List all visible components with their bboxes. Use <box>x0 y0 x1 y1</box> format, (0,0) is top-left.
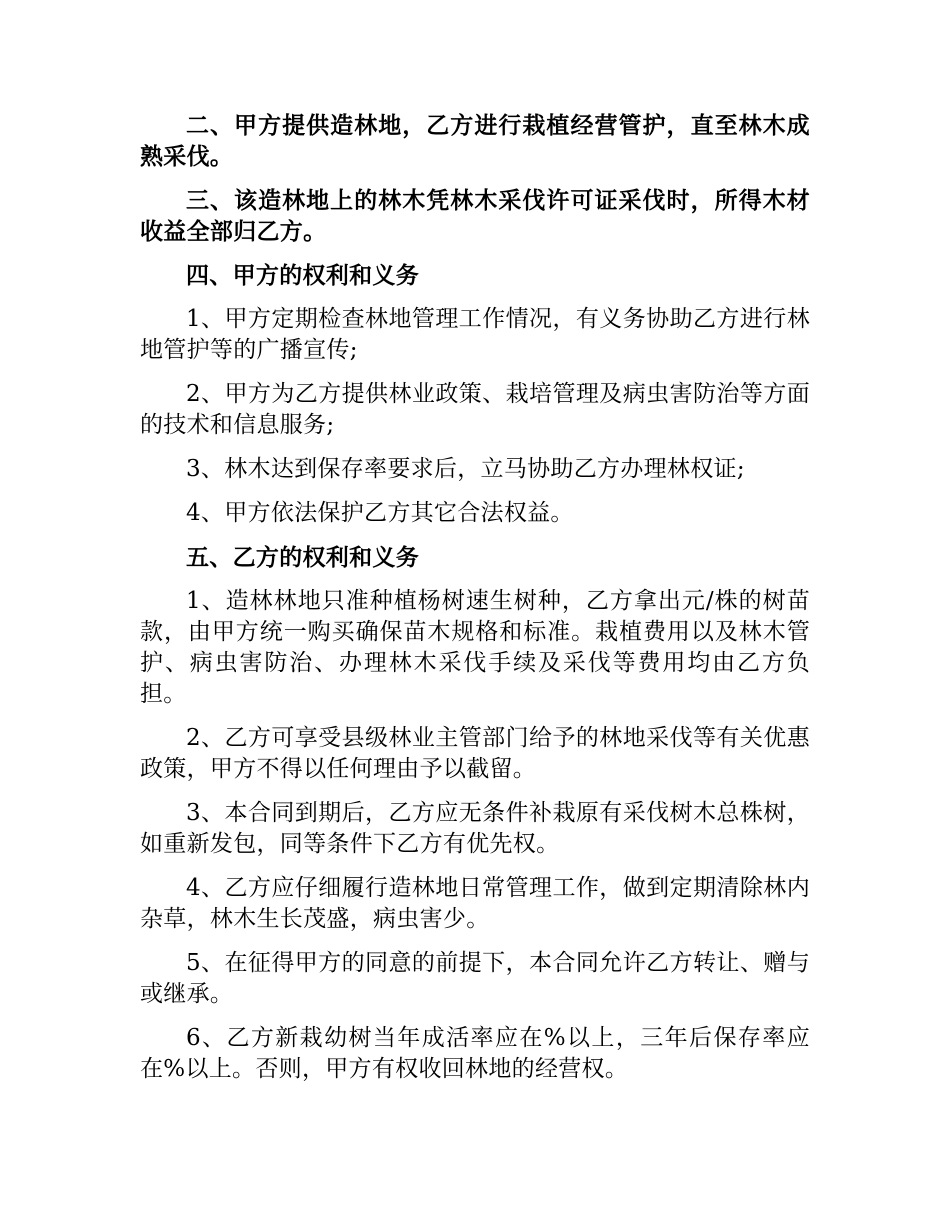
clause-2-heading: 二、甲方提供造林地，乙方进行栽植经营管护，直至林木成熟采伐。 <box>140 112 810 170</box>
section-party-a-heading: 四、甲方的权利和义务 <box>186 262 419 289</box>
party-a-item-1: 1、甲方定期检查林地管理工作情况，有义务协助乙方进行林地管护等的广播宣传; <box>140 306 810 363</box>
document-page <box>140 110 810 1098</box>
party-a-item-3: 3、林木达到保存率要求后，立马协助乙方办理林权证; <box>186 456 745 482</box>
party-a-item-2: 2、甲方为乙方提供林业政策、栽培管理及病虫害防治等方面的技术和信息服务; <box>140 381 810 438</box>
party-b-item-3: 3、本合同到期后，乙方应无条件补栽原有采伐树木总株树，如重新发包，同等条件下乙方有优先权。 <box>140 800 810 857</box>
party-b-item-1: 1、造林林地只准种植杨树速生树种，乙方拿出元/株的树苗款，由甲方统一购买确保苗木规格和标准。栽植费用以及林木管护、病虫害防治、办理林木采伐手续及采伐等费用均由乙方负担。 <box>140 588 810 707</box>
party-b-item-4: 4、乙方应仔细履行造林地日常管理工作，做到定期清除林内杂草，林木生长茂盛，病虫害少。 <box>140 875 810 932</box>
party-b-item-5: 5、在征得甲方的同意的前提下，本合同允许乙方转让、赠与或继承。 <box>140 950 810 1007</box>
clause-3-heading: 三、该造林地上的林木凭林木采伐许可证采伐时，所得木材收益全部归乙方。 <box>140 187 810 245</box>
party-b-item-2: 2、乙方可享受县级林业主管部门给予的林地采伐等有关优惠政策，甲方不得以任何理由予以截留。 <box>140 725 810 782</box>
party-a-item-4: 4、甲方依法保护乙方其它合法权益。 <box>186 500 574 526</box>
section-party-b-heading: 五、乙方的权利和义务 <box>186 544 419 571</box>
party-b-item-6: 6、乙方新栽幼树当年成活率应在%以上，三年后保存率应在%以上。否则，甲方有权收回林地的经营权。 <box>140 1025 810 1082</box>
